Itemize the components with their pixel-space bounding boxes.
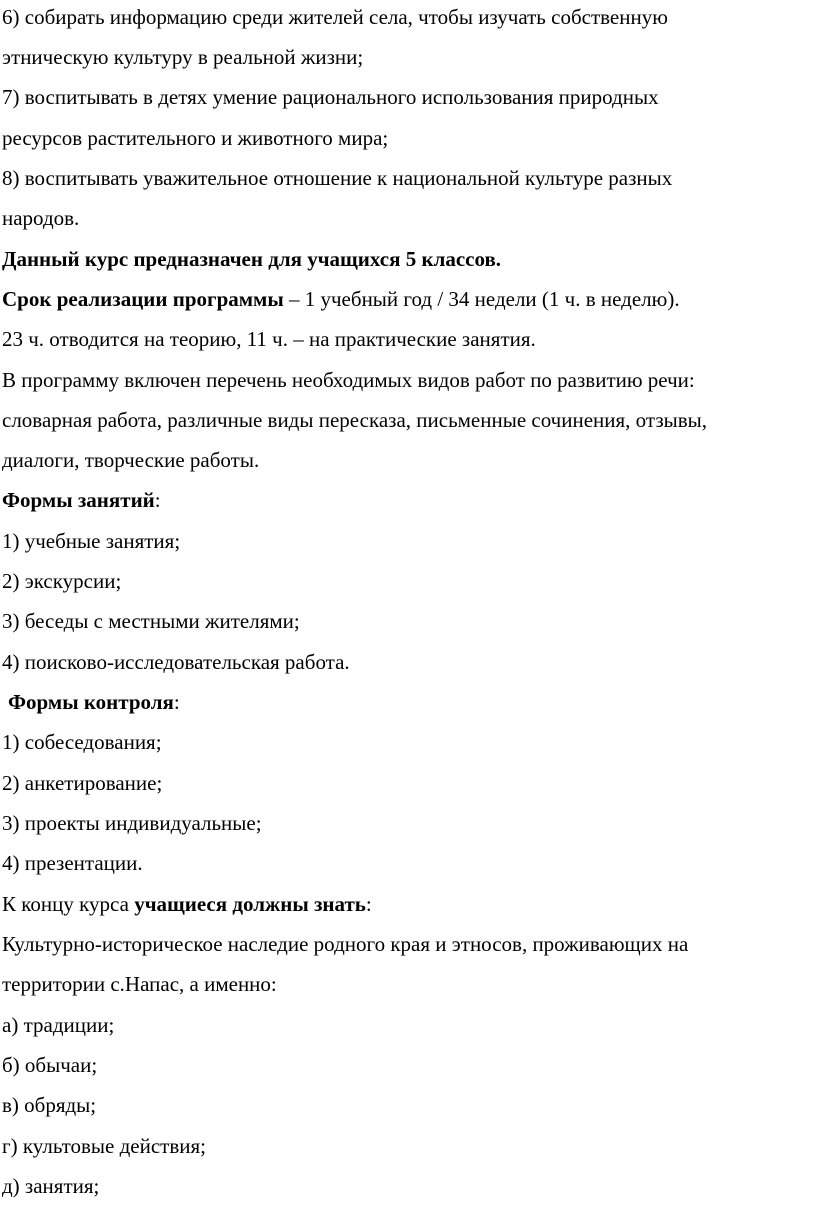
students-should-know-heading: К концу курса учащиеся должны знать: xyxy=(2,892,372,916)
hours-distribution: 23 ч. отводится на теорию, 11 ч. – на практические занятия. xyxy=(2,327,536,351)
control-form-item: 4) презентации. xyxy=(2,851,143,875)
control-form-item: 3) проекты индивидуальные; xyxy=(2,811,262,835)
heritage-line-2: территории с.Напас, а именно: xyxy=(2,972,277,996)
program-duration xyxy=(2,287,680,311)
heritage-item: д) занятия; xyxy=(2,1174,100,1198)
heritage-line-1: Культурно-историческое наследие родного края и этносов, проживающих на xyxy=(2,932,689,956)
heritage-item: г) культовые действия; xyxy=(2,1134,206,1158)
class-form-item: 2) экскурсии; xyxy=(2,569,122,593)
goal-8-line-1: 8) воспитывать уважительное отношение к национальной культуре разных xyxy=(2,166,673,190)
control-form-item: 1) собеседования; xyxy=(2,730,162,754)
heritage-item: а) традиции; xyxy=(2,1013,115,1037)
course-audience: Данный курс предназначен для учащихся 5 классов. xyxy=(2,247,502,271)
goal-7-line-1: 7) воспитывать в детях умение рационального использования природных xyxy=(2,85,659,109)
class-form-item: 4) поисково-исследовательская работа. xyxy=(2,650,350,674)
heritage-item: в) обряды; xyxy=(2,1093,97,1117)
goal-8-line-2: народов. xyxy=(2,206,80,230)
goal-7-line-2: ресурсов растительного и животного мира; xyxy=(2,126,389,150)
program-duration-label: Срок реализации программы xyxy=(2,287,284,311)
heritage-item: б) обычаи; xyxy=(2,1053,98,1077)
class-form-item: 3) беседы с местными жителями; xyxy=(2,609,300,633)
control-forms-heading: Формы контроля: xyxy=(8,690,180,714)
program-duration-value: – 1 учебный год / 34 недели (1 ч. в неделю). xyxy=(283,287,680,311)
class-forms-heading: Формы занятий: xyxy=(2,488,161,512)
class-form-item: 1) учебные занятия; xyxy=(2,529,181,553)
goal-6-line-2: этническую культуру в реальной жизни; xyxy=(2,45,364,69)
speech-work-line-2: словарная работа, различные виды пересказа, письменные сочинения, отзывы, xyxy=(2,408,708,432)
control-form-item: 2) анкетирование; xyxy=(2,771,163,795)
speech-work-line-3: диалоги, творческие работы. xyxy=(2,448,260,472)
speech-work-line-1: В программу включен перечень необходимых видов работ по развитию речи: xyxy=(2,368,695,392)
goal-6-line-1: 6) собирать информацию среди жителей села, чтобы изучать собственную xyxy=(2,5,668,29)
